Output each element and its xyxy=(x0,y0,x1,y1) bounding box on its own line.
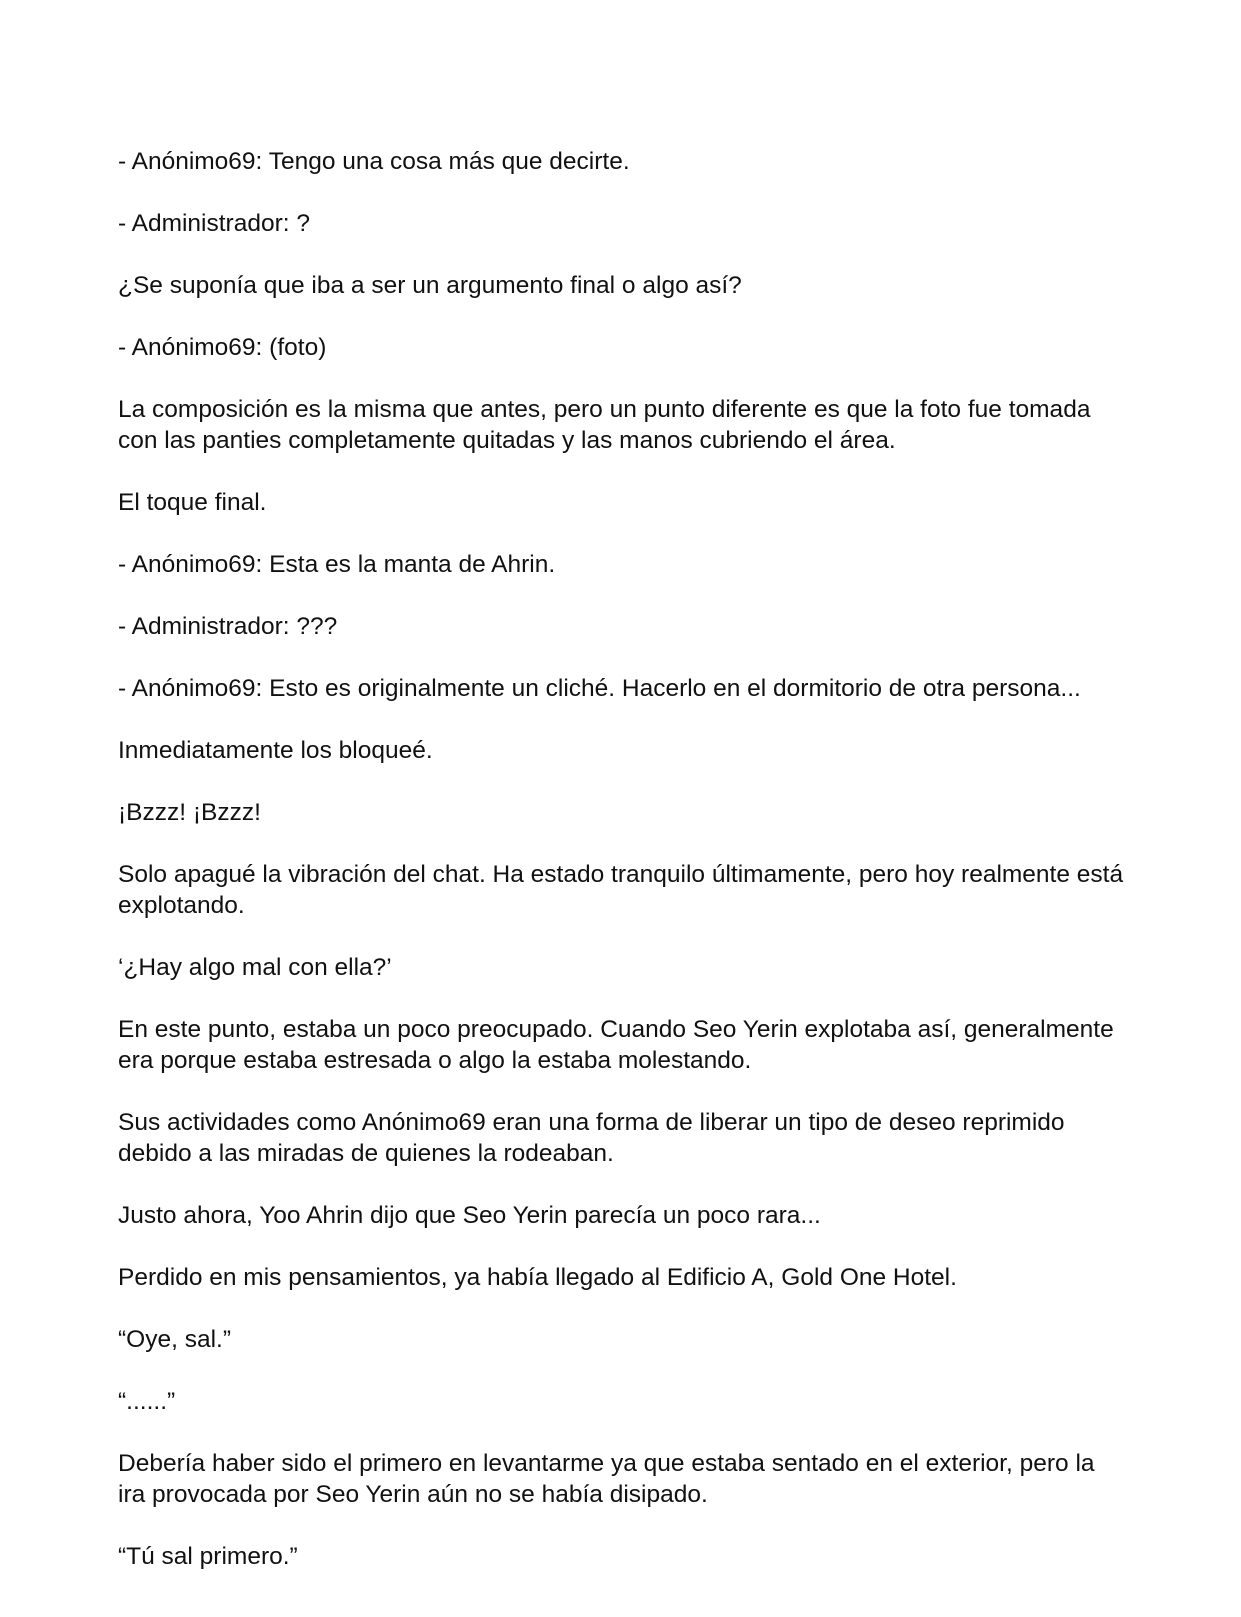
paragraph: Solo apagué la vibración del chat. Ha estado tranquilo últimamente, pero hoy realmente está explotando. xyxy=(118,861,1124,919)
paragraph: - Anónimo69: (foto) xyxy=(118,334,327,361)
paragraph: - Administrador: ??? xyxy=(118,613,338,640)
paragraph: - Anónimo69: Esta es la manta de Ahrin. xyxy=(118,551,556,578)
paragraph: El toque final. xyxy=(118,489,267,516)
paragraph: “......” xyxy=(118,1388,176,1415)
paragraph: “Tú sal primero.” xyxy=(118,1543,298,1570)
paragraph: - Anónimo69: Esto es originalmente un cliché. Hacerlo en el dormitorio de otra persona... xyxy=(118,675,1081,702)
paragraph: Perdido en mis pensamientos, ya había llegado al Edificio A, Gold One Hotel. xyxy=(118,1264,957,1291)
paragraph: Justo ahora, Yoo Ahrin dijo que Seo Yerin parecía un poco rara... xyxy=(118,1202,821,1229)
paragraph: ‘¿Hay algo mal con ella?’ xyxy=(118,954,392,981)
paragraph: - Anónimo69: Tengo una cosa más que decirte. xyxy=(118,148,630,175)
paragraph: En este punto, estaba un poco preocupado. Cuando Seo Yerin explotaba así, generalmente era porque estaba estresada o algo la estaba molestando. xyxy=(118,1016,1114,1074)
paragraph: ¿Se suponía que iba a ser un argumento final o algo así? xyxy=(118,272,742,299)
paragraph: ¡Bzzz! ¡Bzzz! xyxy=(118,799,261,826)
paragraph: “Oye, sal.” xyxy=(118,1326,231,1353)
paragraph: Sus actividades como Anónimo69 eran una forma de liberar un tipo de deseo reprimido debido a las miradas de quienes la rodeaban. xyxy=(118,1109,1065,1167)
paragraph: Inmediatamente los bloqueé. xyxy=(118,737,433,764)
document-body xyxy=(118,146,1128,1603)
paragraph: La composición es la misma que antes, pero un punto diferente es que la foto fue tomada con las panties completamente quitadas y las manos cubriendo el área. xyxy=(118,396,1091,454)
paragraph: Debería haber sido el primero en levantarme ya que estaba sentado en el exterior, pero la ira provocada por Seo Yerin aún no se había disipado. xyxy=(118,1450,1095,1508)
paragraph: - Administrador: ? xyxy=(118,210,310,237)
